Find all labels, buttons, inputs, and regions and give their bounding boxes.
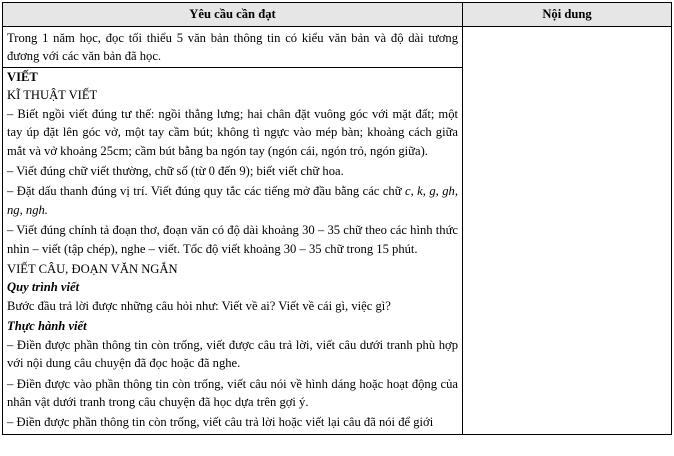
intro-text: Trong 1 năm học, đọc tối thiểu 5 văn bản thông tin có kiểu văn bản và độ dài tương đương với các văn bản đã học. bbox=[7, 31, 458, 64]
intro-cell bbox=[3, 27, 463, 68]
table-row bbox=[3, 27, 672, 68]
process-text: Bước đầu trả lời được những câu hỏi như: Viết về ai? Viết về cái gì, việc gì? bbox=[7, 298, 391, 313]
list-item: – Điền được phần thông tin còn trống, viết được câu trả lời, viết câu dưới tranh phù hợp với nội dung câu chuyện đã đọc hoặc đã nghe. bbox=[7, 337, 458, 371]
list-item: – Viết đúng chính tả đoạn thơ, đoạn văn có độ dài khoảng 30 – 35 chữ theo các hình thức nhìn – viết (tập chép), nghe – viết. Tốc độ viết khoảng 30 – 35 chữ trong 15 phút. bbox=[7, 223, 458, 256]
list-item bbox=[7, 182, 458, 221]
heading-process: Quy trình viết bbox=[7, 280, 80, 295]
writing-cell bbox=[3, 68, 463, 435]
header-content: Nội dung bbox=[463, 3, 672, 27]
header-requirements: Yêu cầu cần đạt bbox=[3, 3, 463, 27]
heading-practice: Thực hành viết bbox=[7, 319, 87, 334]
list-item: – Viết đúng chữ viết thường, chữ số (từ 0 đến 9); biết viết chữ hoa. bbox=[7, 164, 344, 179]
table-header-row bbox=[3, 3, 672, 27]
subsection-title: KĨ THUẬT VIẾT bbox=[7, 88, 98, 103]
section-title: VIẾT bbox=[7, 70, 38, 84]
requirements-table bbox=[2, 2, 672, 435]
list-item: – Điền được phần thông tin còn trống, viết câu trả lời hoặc viết lại câu đã nói để giới bbox=[7, 415, 434, 430]
letters-list: c, k, g, gh, ng, ngh. bbox=[7, 184, 458, 217]
list-item: – Biết ngồi viết đúng tư thế: ngồi thẳng lưng; hai chân đặt vuông góc với mặt đất; một tay úp đặt lên góc vở, một tay cầm bút; không tì ngực vào mép bàn; khoảng cách giữa mắt và vở khoảng 25cm; cầm bút bằng ba ngón tay (ngón cái, ngón trỏ, ngón giữa). bbox=[7, 106, 458, 158]
subsection-title: VIẾT CÂU, ĐOẠN VĂN NGẮN bbox=[7, 262, 178, 277]
list-item-text: – Đặt dấu thanh đúng vị trí. Viết đúng quy tắc các tiếng mở đầu bằng các chữ c, k, g, gh, ng, ngh. bbox=[7, 184, 458, 217]
content-cell bbox=[463, 27, 672, 435]
list-item: – Điền được vào phần thông tin còn trống, viết câu nói về hình dáng hoặc hoạt động của nhân vật dưới tranh trong câu chuyện đã học dựa trên gợi ý. bbox=[7, 376, 458, 409]
